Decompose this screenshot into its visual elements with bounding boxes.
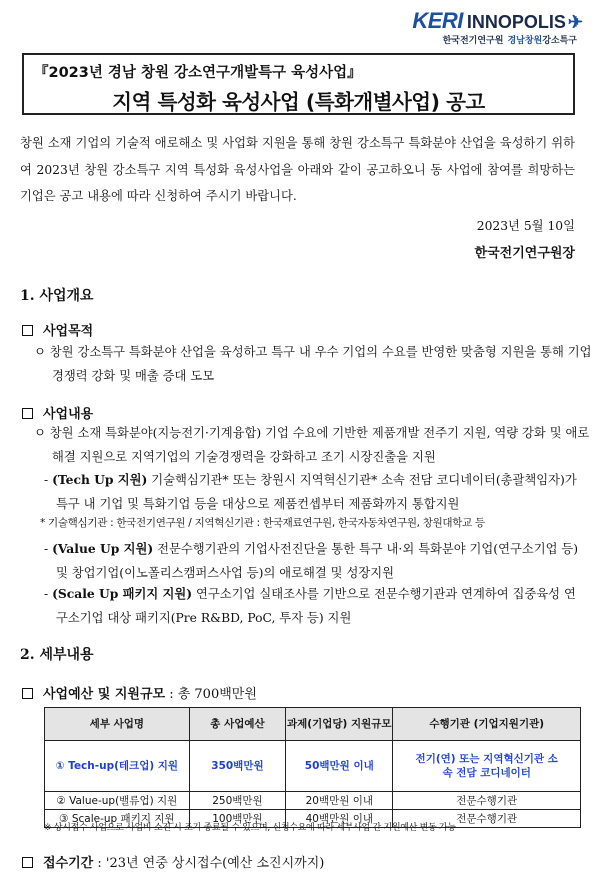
table-cell: ② Value-up(밸류업) 지원 xyxy=(45,792,190,810)
item-text: 연구소기업 실태조사를 기반으로 전문수행기관과 연계하여 집중육성 연구소기업 대상 패키지(Pre R&BD, PoC, 투자 등) 지원 xyxy=(56,587,576,625)
budget-total: : 총 700백만원 xyxy=(165,687,257,702)
intro-paragraph: 창원 소재 기업의 기술적 애로해소 및 사업화 지원을 통해 창원 강소특구 특화분야 산업을 육성하기 위하여 2023년 창원 강소특구 지역 특성화 육성사업을 아래와 같이 공고하오니 동 사업에 참여를 희망하는 기업은 공고 내용에 따라 신청하여 주시기 바랍니다. xyxy=(20,136,575,203)
table-cell: 350백만원 xyxy=(189,741,285,792)
announcement-date: 2023년 5월 10일 xyxy=(476,219,575,233)
purpose-heading xyxy=(22,320,93,339)
announcement-title: 지역 특성화 육성사업 (특화개별사업) 공고 xyxy=(112,90,485,114)
issuing-organization: 한국전기연구원장 xyxy=(474,246,575,261)
title-box xyxy=(22,53,575,115)
section2-title: 2. 세부내용 xyxy=(20,647,94,663)
project-title: 『2023년 경남 창원 강소연구개발특구 육성사업』 xyxy=(34,65,362,81)
table-cell: ① Tech-up(테크업) 지원 xyxy=(45,741,190,792)
content-text: ㅇ 창원 소재 특화분야(지능전기·기계융합) 기업 수요에 기반한 제품개발 전주기 지원, 역량 강화 및 애로해결 지원으로 지역기업의 기술경쟁력을 강화하고 조기 시장진출을 지원 xyxy=(34,426,590,464)
table-note: ※ 상시접수 사업으로 사업비 소진 시 조기 종료될 수 있으며, 신청수요에 따라 세부사업 간 지원예산 변동 가능 xyxy=(44,823,456,833)
logo-sub-mid: 경남창원 xyxy=(507,36,543,46)
budget-heading-label: 사업예산 및 지원규모 xyxy=(43,687,166,702)
table-row xyxy=(45,741,581,792)
period-heading xyxy=(22,852,324,871)
table-cell: 100백만원 xyxy=(189,810,285,828)
table-row xyxy=(45,792,581,810)
purpose-text: ㅇ 창원 강소특구 특화분야 산업을 육성하고 특구 내 우수 기업의 수요를 반영한 맞춤형 지원을 통해 기업 경쟁력 강화 및 매출 증대 도모 xyxy=(34,345,592,383)
logo-sub-left: 한국전기연구원 xyxy=(442,36,504,46)
table-cell: 40백만원 이내 xyxy=(286,810,393,828)
item-label: (Scale Up 패키지 지원) xyxy=(52,586,193,601)
logo-sub-right: 강소특구 xyxy=(542,36,577,46)
content-item-value-up: - (Value Up 지원) 전문수행기관의 기업사전진단을 통한 특구 내·외 특화분야 기업(연구소기업 등) 및 창업기업(이노폴리스캠퍼스사업 등)의 애로해결 및 성장지원 xyxy=(44,541,579,580)
runner-icon: ✈ xyxy=(567,12,583,32)
content-item-scale-up: - (Scale Up 패키지 지원) 연구소기업 실태조사를 기반으로 전문수행기관과 연계하여 집중육성 연구소기업 대상 패키지(Pre R&BD, PoC, 투자 등) 지원 xyxy=(44,586,576,625)
table-cell: 20백만원 이내 xyxy=(286,792,393,810)
logo-wordmark xyxy=(412,8,583,34)
checkbox-icon xyxy=(22,857,33,868)
checkbox-icon xyxy=(22,688,33,699)
content-heading-label: 사업내용 xyxy=(43,407,94,422)
table-header: 세부 사업명 xyxy=(45,708,190,741)
checkbox-icon xyxy=(22,408,33,419)
content-heading xyxy=(22,403,93,422)
table-cell: 50백만원 이내 xyxy=(286,741,393,792)
item-label: (Value Up 지원) xyxy=(52,541,154,556)
table-cell: ③ Scale-up 패키지 지원 xyxy=(45,810,190,828)
table-cell: 전문수행기관 xyxy=(393,810,581,828)
budget-heading xyxy=(22,683,257,702)
period-heading-label: 접수기간 xyxy=(43,856,94,871)
period-text: : '23년 연중 상시접수(예산 소진시까지) xyxy=(93,856,325,871)
item-text: 전문수행기관의 기업사전진단을 통한 특구 내·외 특화분야 기업(연구소기업 등) 및 창업기업(이노폴리스캠퍼스사업 등)의 애로해결 및 성장지원 xyxy=(56,542,579,580)
section1-title: 1. 사업개요 xyxy=(20,288,94,304)
table-header: 과제(기업당) 지원규모 xyxy=(286,708,393,741)
logo-innopolis: INNOPOLIS xyxy=(466,12,566,32)
table-cell: 250백만원 xyxy=(189,792,285,810)
table-header: 수행기관 (기업지원기관) xyxy=(393,708,581,741)
item-text: 기술핵심기관* 또는 창원시 지역혁신기관* 소속 전담 코디네이터(총괄책임자)가 특구 내 기업 및 특화기업 등을 대상으로 제품컨셉부터 제품화까지 통합지원 xyxy=(56,473,577,511)
checkbox-icon xyxy=(22,325,33,336)
table-header-row xyxy=(45,708,581,741)
budget-table xyxy=(44,707,581,828)
footnote-institutions: * 기술핵심기관 : 한국전기연구원 / 지역혁신기관 : 한국재료연구원, 한국자동차연구원, 창원대학교 등 xyxy=(40,517,485,529)
item-label: (Tech Up 지원) xyxy=(52,472,148,487)
content-item-tech-up: - (Tech Up 지원) 기술핵심기관* 또는 창원시 지역혁신기관* 소속 전담 코디네이터(총괄책임자)가 특구 내 기업 및 특화기업 등을 대상으로 제품컨셉부터 제품화까지 통합지원 xyxy=(44,472,577,511)
table-cell: 전기(연) 또는 지역혁신기관 소속 전담 코디네이터 xyxy=(393,741,581,792)
table-header: 총 사업예산 xyxy=(189,708,285,741)
purpose-heading-label: 사업목적 xyxy=(43,324,94,339)
logo xyxy=(403,8,583,48)
logo-subtitle xyxy=(443,33,577,46)
logo-keri: KERI xyxy=(412,8,463,33)
table-cell: 전문수행기관 xyxy=(393,792,581,810)
